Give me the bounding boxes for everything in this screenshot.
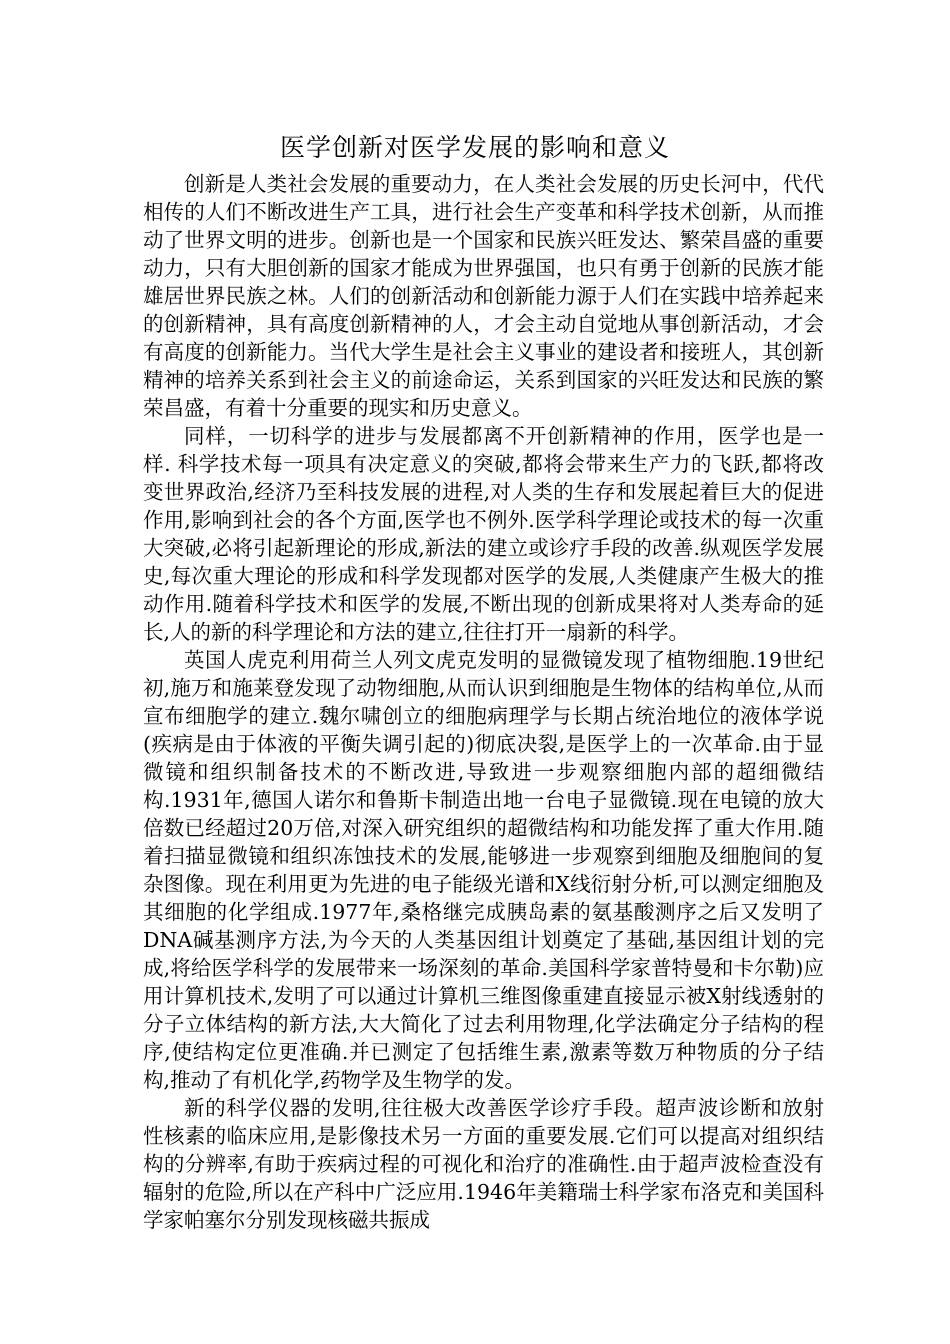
paragraph: 创新是人类社会发展的重要动力，在人类社会发展的历史长河中，代代相传的人们不断改进生产工具，进行社会生产变革和科学技术创新，从而推动了世界文明的进步。创新也是一个国家和民族兴旺发达、繁荣昌盛的重要动力，只有大胆创新的国家才能成为世界强国，也只有勇于创新的民族才能雄居世界民族之林。人们的创新活动和创新能力源于人们在实践中培养起来的创新精神，具有高度创新精神的人，才会主动自觉地从事创新活动，才会有高度的创新能力。当代大学生是社会主义事业的建设者和接班人，其创新精神的培养关系到社会主义的前途命运，关系到国家的兴旺发达和民族的繁荣昌盛，有着十分重要的现实和历史意义。 <box>143 172 824 420</box>
paragraph: 新的科学仪器的发明,往往极大改善医学诊疗手段。超声波诊断和放射性核素的临床应用,是影像技术另一方面的重要发展.它们可以提高对组织结构的分辨率,有助于疾病过程的可视化和治疗的准确性.由于超声波检查没有辐射的危险,所以在产科中广泛应用.1946年美籍瑞士科学家布洛克和美国科学家帕塞尔分别发现核磁共振成 <box>143 1096 824 1232</box>
document-title: 医学创新对医学发展的影响和意义 <box>279 133 670 162</box>
paragraph: 英国人虎克利用荷兰人列文虎克发明的显微镜发现了植物细胞.19世纪初,施万和施莱登发现了动物细胞,从而认识到细胞是生物体的结构单位,从而宣布细胞学的建立.魏尔啸创立的细胞病理学与长期占统治地位的液体学说(疾病是由于体液的平衡失调引起的)彻底决裂,是医学上的一次革命.由于显微镜和组织制备技术的不断改进,导致进一步观察细胞内部的超细微结构.1931年,德国人诺尔和鲁斯卡制造出地一台电子显微镜.现在电镜的放大倍数已经超过20万倍,对深入研究组织的超微结构和功能发挥了重大作用.随着扫描显微镜和组织冻蚀技术的发展,能够进一步观察到细胞及细胞间的复杂图像。现在利用更为先进的电子能级光谱和X线衍射分析,可以测定细胞及其细胞的化学组成.1977年,桑格继完成胰岛素的氨基酸测序之后又发明了DNA碱基测序方法,为今天的人类基因组计划奠定了基础,基因组计划的完成,将给医学科学的发展带来一场深刻的革命.美国科学家普特曼和卡尔勒)应用计算机技术,发明了可以通过计算机三维图像重建直接显示被X射线透射的分子立体结构的新方法,大大简化了过去利用物理,化学法确定分子结构的程序,使结构定位更准确.并已测定了包括维生素,激素等数万种物质的分子结构,推动了有机化学,药物学及生物学的发。 <box>143 648 824 1092</box>
paragraph: 同样，一切科学的进步与发展都离不开创新精神的作用，医学也是一样. 科学技术每一项具有决定意义的突破,都将会带来生产力的飞跃,都将改变世界政治,经济乃至科技发展的进程,对人类的生存和发展起着巨大的促进作用,影响到社会的各个方面,医学也不例外.医学科学理论或技术的每一次重大突破,必将引起新理论的形成,新法的建立或诊疗手段的改善.纵观医学发展史,每次重大理论的形成和科学发现都对医学的发展,人类健康产生极大的推动作用.随着科学技术和医学的发展,不断出现的创新成果将对人类寿命的延长,人的新的科学理论和方法的建立,往往打开一扇新的科学。 <box>143 424 824 644</box>
document-body <box>143 170 824 1234</box>
